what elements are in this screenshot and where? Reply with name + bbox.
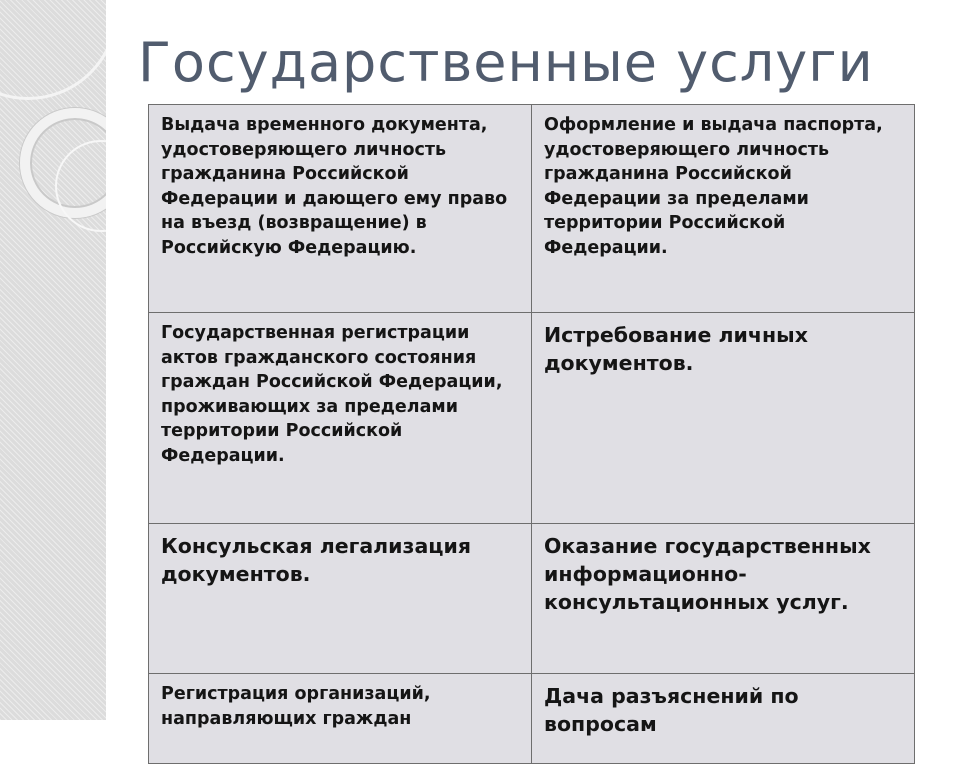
table-row — [149, 524, 915, 674]
table-cell: Выдача временного документа, удостоверяющего личность гражданина Российской Федерации и дающего ему право на въезд (возвращение) в Российскую Федерацию. — [149, 105, 532, 313]
services-table — [148, 104, 915, 764]
table-cell: Регистрация организаций, направляющих граждан — [149, 674, 532, 764]
slide-title: Государственные услуги — [138, 31, 874, 94]
table-cell: Оказание государственных информационно-консультационных услуг. — [532, 524, 915, 674]
table-row — [149, 674, 915, 764]
table-cell: Оформление и выдача паспорта, удостоверяющего личность гражданина Российской Федерации за пределами территории Российской Федерации. — [532, 105, 915, 313]
table-cell: Консульская легализация документов. — [149, 524, 532, 674]
decorative-ring — [0, 0, 106, 100]
decorative-side-strip — [0, 0, 106, 720]
table-row — [149, 105, 915, 313]
table-row — [149, 313, 915, 524]
table-cell: Истребование личных документов. — [532, 313, 915, 524]
table-cell: Государственная регистрации актов гражданского состояния граждан Российской Федерации, проживающих за пределами территории Российской Федерации. — [149, 313, 532, 524]
table-cell: Дача разъяснений по вопросам — [532, 674, 915, 764]
